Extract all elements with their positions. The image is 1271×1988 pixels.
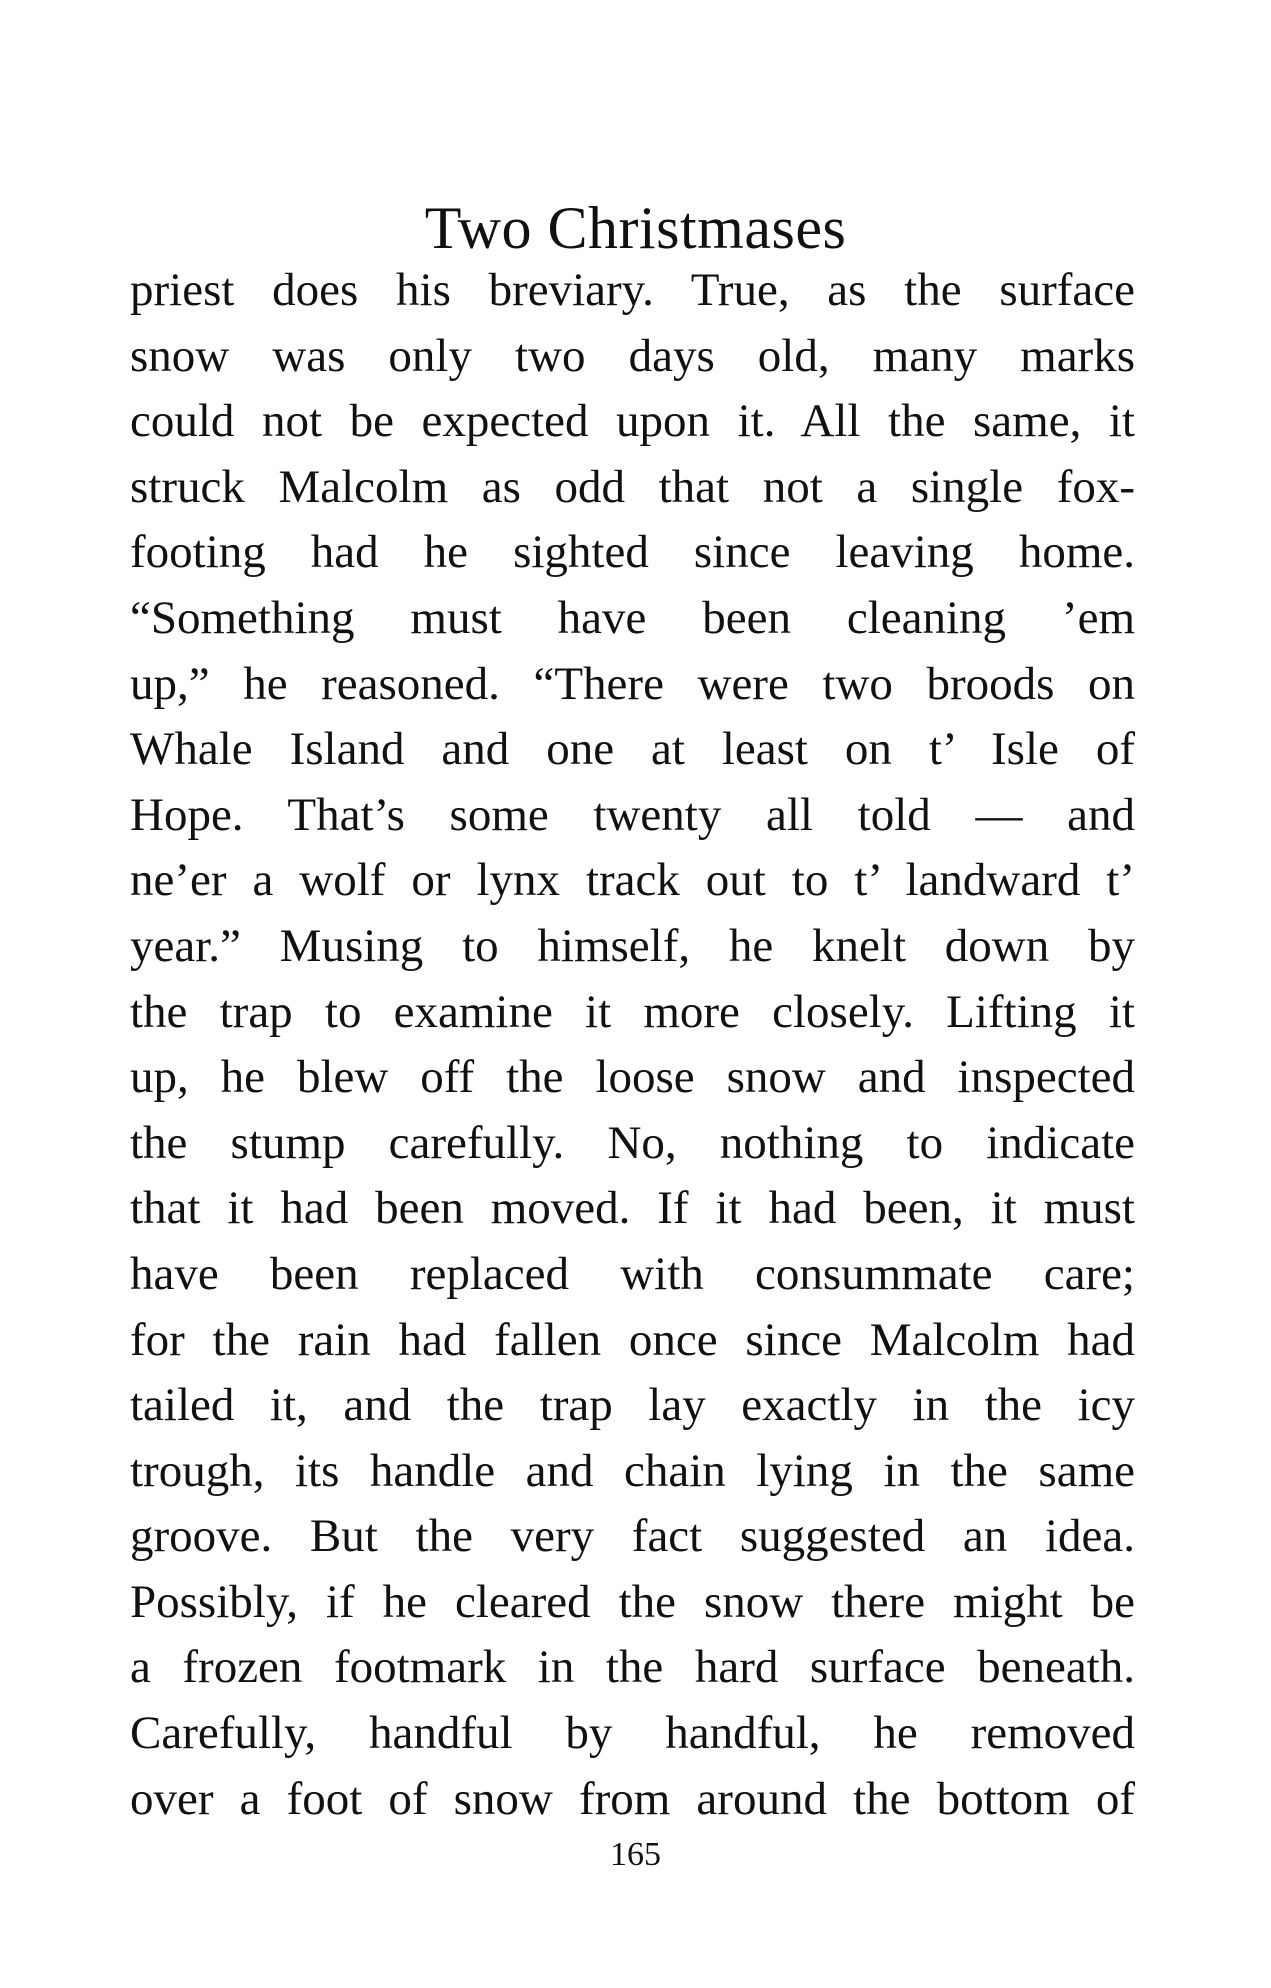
text-line: the trap to examine it more closely. Lifting it bbox=[130, 985, 1135, 1038]
text-line: Whale Island and one at least on t’ Isle of bbox=[130, 723, 1135, 776]
text-line: a frozen footmark in the hard surface beneath. bbox=[130, 1641, 1135, 1694]
text-line: up,” he reasoned. “There were two broods on bbox=[130, 657, 1135, 710]
text-line: year.” Musing to himself, he knelt down by bbox=[130, 919, 1135, 972]
page-number: 165 bbox=[610, 1836, 661, 1873]
text-line: trough, its handle and chain lying in the same bbox=[130, 1444, 1135, 1497]
text-line: could not be expected upon it. All the same, it bbox=[130, 395, 1135, 448]
text-line: “Something must have been cleaning ’em bbox=[130, 591, 1135, 644]
running-head: Two Christmases bbox=[424, 195, 847, 261]
text-line: ne’er a wolf or lynx track out to t’ landward t’ bbox=[130, 854, 1135, 907]
text-line: struck Malcolm as odd that not a single fox- bbox=[130, 460, 1135, 513]
text-line: snow was only two days old, many marks bbox=[130, 329, 1135, 382]
text-line: for the rain had fallen once since Malcolm had bbox=[130, 1313, 1135, 1366]
text-line: groove. But the very fact suggested an idea. bbox=[130, 1510, 1135, 1563]
text-line: tailed it, and the trap lay exactly in the icy bbox=[130, 1379, 1135, 1432]
text-line: that it had been moved. If it had been, it must bbox=[130, 1182, 1135, 1235]
text-line: up, he blew off the loose snow and inspected bbox=[130, 1051, 1135, 1104]
text-line: Carefully, handful by handful, he removed bbox=[130, 1707, 1135, 1760]
text-line: over a foot of snow from around the bottom of bbox=[130, 1772, 1135, 1825]
body-text bbox=[130, 258, 1135, 1832]
text-line: footing had he sighted since leaving home. bbox=[130, 526, 1135, 579]
text-line: Hope. That’s some twenty all told — and bbox=[130, 788, 1135, 841]
text-line: priest does his breviary. True, as the surface bbox=[130, 264, 1135, 316]
text-line: have been replaced with consummate care; bbox=[130, 1247, 1135, 1300]
text-line: Possibly, if he cleared the snow there might be bbox=[130, 1575, 1135, 1628]
text-line: the stump carefully. No, nothing to indicate bbox=[130, 1116, 1135, 1169]
